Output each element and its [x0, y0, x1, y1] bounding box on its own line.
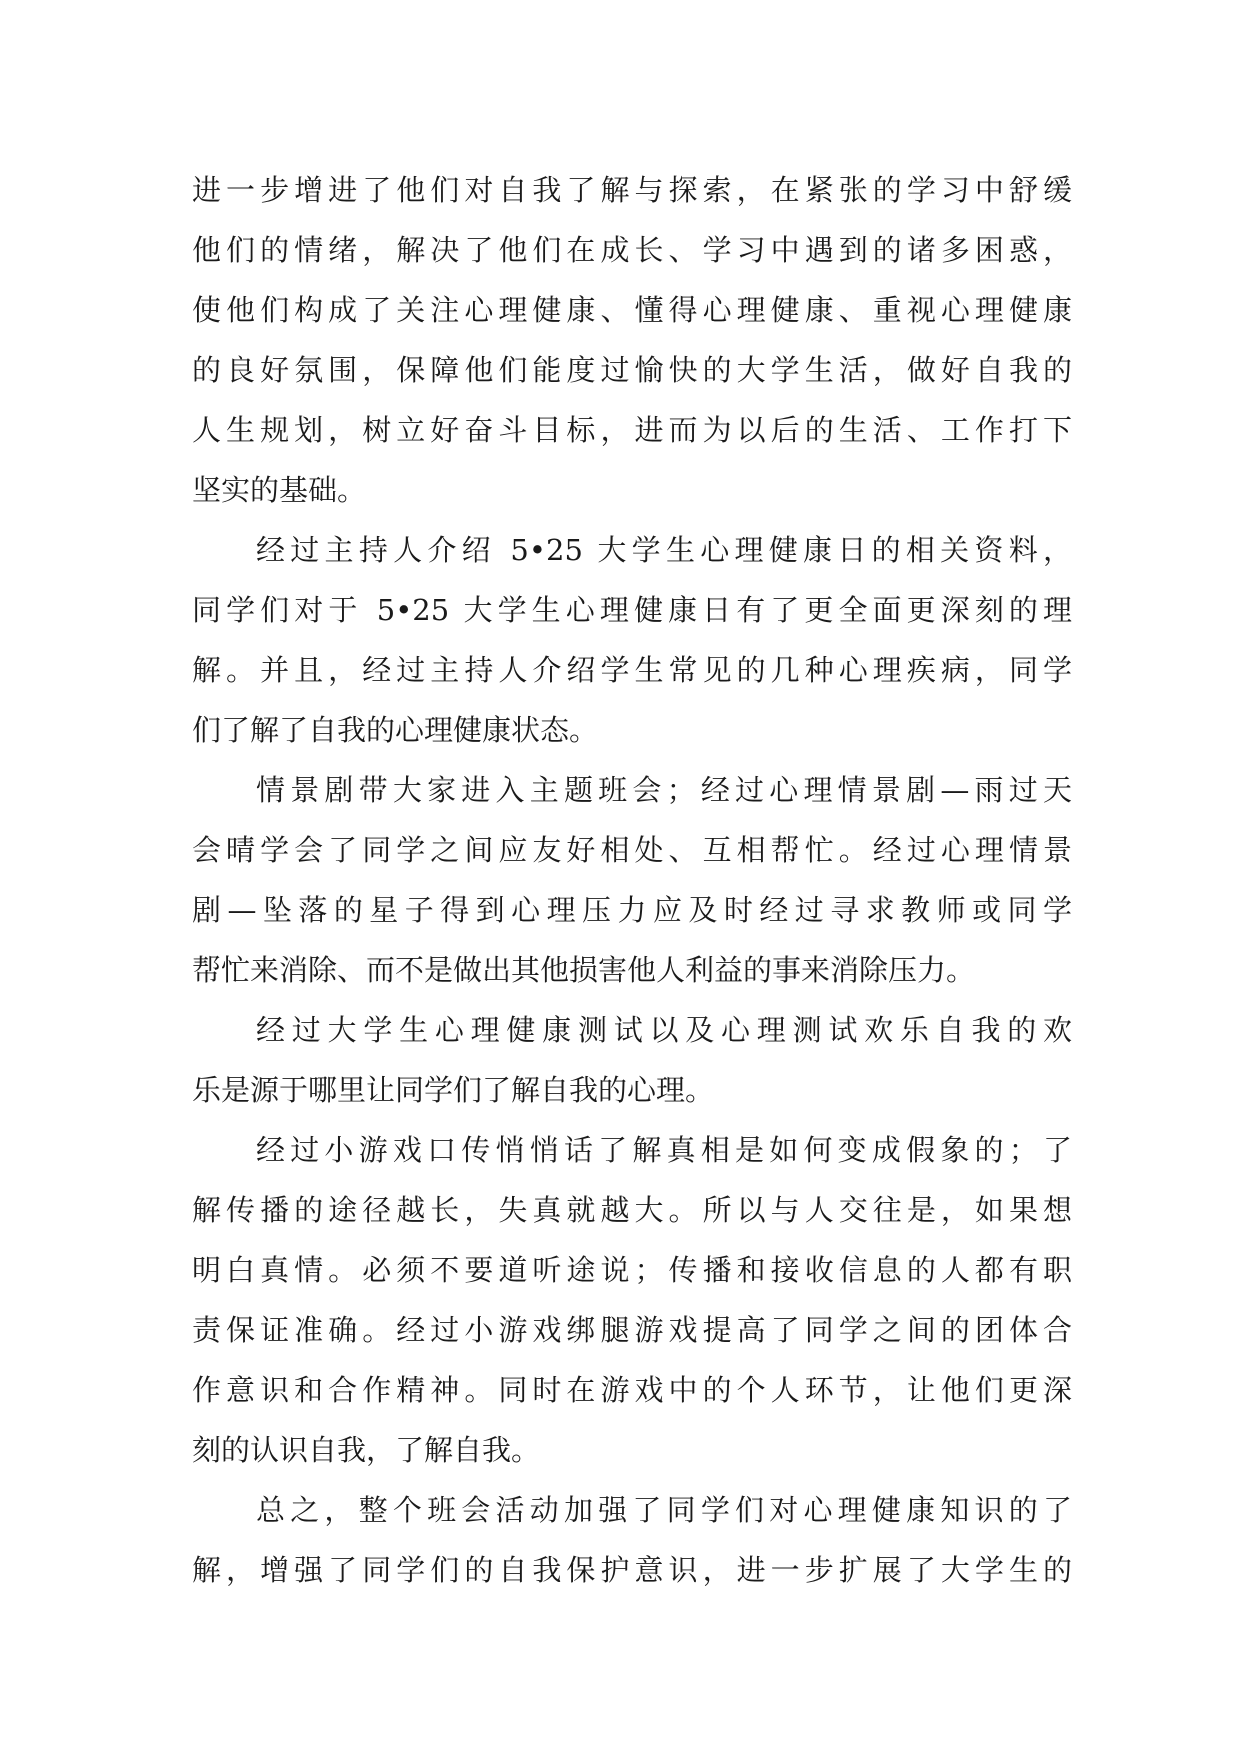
text-line: 经过小游戏口传悄悄话了解真相是如何变成假象的；了: [256, 1133, 1072, 1167]
text-line: 解传播的途径越长，失真就越大。所以与人交往是，如果想: [192, 1193, 1072, 1227]
text-line: 责保证准确。经过小游戏绑腿游戏提高了同学之间的团体合: [192, 1313, 1072, 1347]
text-line: 乐是源于哪里让同学们了解自我的心理。: [192, 1073, 715, 1107]
text-line: 解。并且，经过主持人介绍学生常见的几种心理疾病，同学: [192, 653, 1072, 687]
text-line: 会晴学会了同学之间应友好相处、互相帮忙。经过心理情景: [192, 833, 1072, 867]
paragraph: [192, 1120, 1072, 1480]
text-line: 同学们对于 5•25 大学生心理健康日有了更全面更深刻的理: [192, 593, 1072, 627]
text-line: 坚实的基础。: [192, 473, 367, 507]
text-line: 明白真情。必须不要道听途说；传播和接收信息的人都有职: [192, 1253, 1072, 1287]
paragraph: [192, 520, 1072, 760]
text-line: 作意识和合作精神。同时在游戏中的个人环节，让他们更深: [192, 1373, 1072, 1407]
text-line: 帮忙来消除、而不是做出其他损害他人利益的事来消除压力。: [192, 953, 976, 987]
paragraph: [192, 160, 1072, 520]
text-line: 们了解了自我的心理健康状态。: [192, 713, 599, 747]
text-line: 他们的情绪，解决了他们在成长、学习中遇到的诸多困惑，: [192, 233, 1072, 267]
text-line: 解，增强了同学们的自我保护意识，进一步扩展了大学生的: [192, 1553, 1072, 1587]
text-line: 刻的认识自我，了解自我。: [192, 1433, 541, 1467]
text-line: 进一步增进了他们对自我了解与探索，在紧张的学习中舒缓: [192, 173, 1072, 207]
text-line: 总之，整个班会活动加强了同学们对心理健康知识的了: [256, 1493, 1072, 1527]
text-line: 使他们构成了关注心理健康、懂得心理健康、重视心理健康: [192, 293, 1072, 327]
text-line: 剧—坠落的星子得到心理压力应及时经过寻求教师或同学: [192, 893, 1072, 927]
paragraph: [192, 1480, 1072, 1600]
text-line: 情景剧带大家进入主题班会；经过心理情景剧—雨过天: [256, 773, 1072, 807]
text-line: 经过主持人介绍 5•25 大学生心理健康日的相关资料，: [256, 533, 1072, 567]
text-line: 的良好氛围，保障他们能度过愉快的大学生活，做好自我的: [192, 353, 1072, 387]
document-body: [192, 160, 1072, 1600]
paragraph: [192, 1000, 1072, 1120]
text-line: 经过大学生心理健康测试以及心理测试欢乐自我的欢: [256, 1013, 1072, 1047]
paragraph: [192, 760, 1072, 1000]
text-line: 人生规划，树立好奋斗目标，进而为以后的生活、工作打下: [192, 413, 1072, 447]
